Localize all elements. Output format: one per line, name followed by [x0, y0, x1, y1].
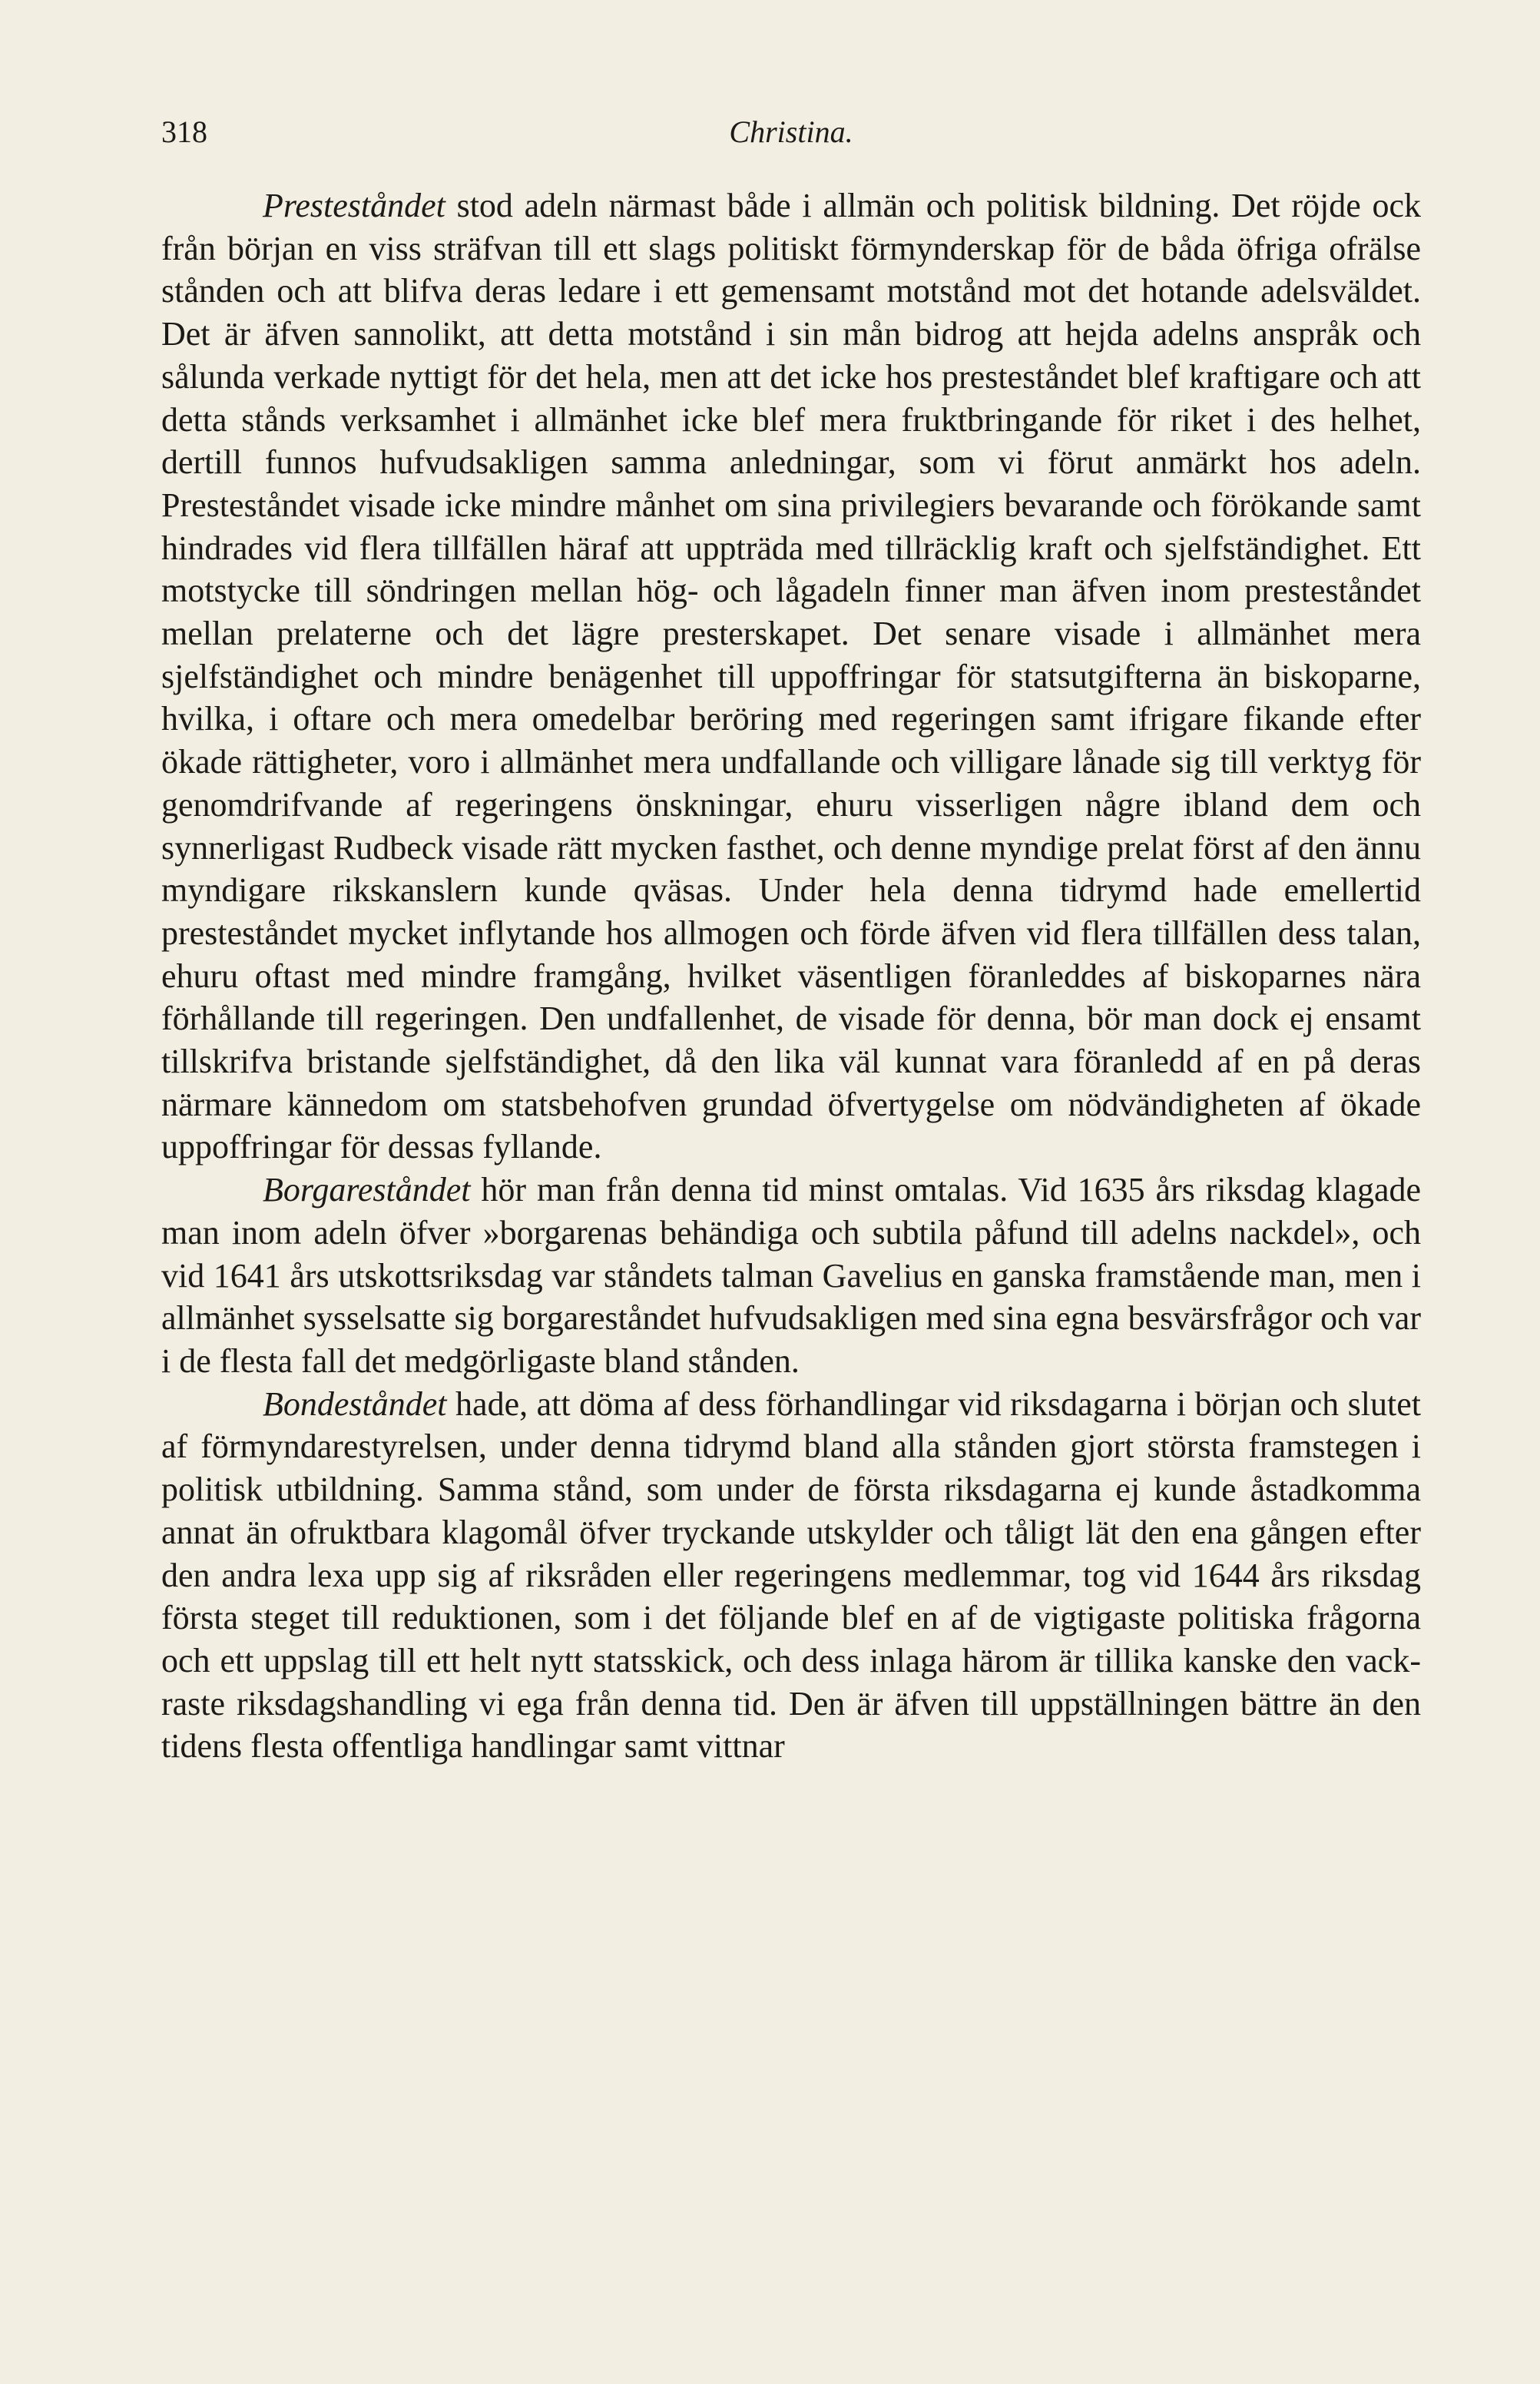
paragraph-lead: Borgareståndet — [263, 1171, 471, 1209]
paragraph-bondestandet — [161, 1383, 1421, 1768]
paragraph-prestestandet — [161, 184, 1421, 1169]
paragraph-borgarestandet — [161, 1169, 1421, 1383]
paragraph-text: stod adeln närmast både i allmän och politisk bildning. Det röjde ock från början en viss sträfvan till ett slags politiskt förmynderskap för de båda öfriga ofrälse stånden och att blifva deras ledare i ett gemensamt motstånd mot det hotande adelsväldet. Det är äfven sannolikt, att detta motstånd i sin mån bidrog att hejda adelns anspråk och sålunda verkade nyttigt för det hela, men att det icke hos presteståndet blef kraftigare och att detta stånds verksamhet i allmänhet icke blef mera fruktbringande för riket i des helhet, dertill funnos hufvudsakligen samma anledningar, som vi förut anmärkt hos adeln. Presteståndet visade icke mindre månhet om sina privilegiers bevarande och förökande samt hindrades vid flera tillfällen häraf att uppträda med tillräcklig kraft och sjelfständighet. Ett motstycke till söndringen mellan hög- och lågadeln finner man äfven inom presteståndet mellan prelaterne och det lägre presterskapet. Det senare visade i allmänhet mera sjelfständighet och mindre benägenhet till uppoffringar för statsutgifterna än biskoparne, hvilka, i oftare och mera omedelbar beröring med regeringen samt ifrigare fikande efter ökade rättigheter, voro i allmänhet mera undfallande och villigare lånade sig till verktyg för genomdrifvande af regeringens önskningar, ehuru visserligen någre ibland dem och synnerligast Rudbeck visade rätt mycken fasthet, och denne myndige prelat först af den ännu myndigare rikskanslern kunde qväsas. Under hela denna tidrymd hade emellertid presteståndet mycket inflytande hos allmogen och förde äfven vid flera tillfällen dess talan, ehuru oftast med mindre framgång, hvilket väsentligen föranleddes af biskoparnes nära förhållande till regeringen. Den undfallenhet, de visade för denna, bör man dock ej ensamt tillskrifva bristande sjelfständighet, då den lika väl kunnat vara föranledd af en på deras närmare kännedom om statsbehofven grundad öfvertygelse om nödvändigheten af ökade uppoffringar för dessas fyllande. — [161, 187, 1421, 1166]
paragraph-text: hör man från denna tid minst omtalas. Vid 1635 års riksdag klagade man inom adeln öfver »borgarenas behändiga och subtila påfund till adelns nackdel», och vid 1641 års utskottsriksdag var ståndets talman Gavelius en ganska framstående man, men i allmänhet sysselsatte sig borgareståndet hufvudsakligen med sina egna besvärsfrågor och var i de flesta fall det medgörligaste bland stånden. — [161, 1171, 1421, 1380]
paragraph-text: hade, att döma af dess förhandlingar vid riksdagarna i början och slutet af förmyndarestyrelsen, under denna tidrymd bland alla stånden gjort största framstegen i politisk utbildning. Samma stånd, som under de första riksdagarna ej kunde åstadkomma annat än ofruktbara klagomål öfver tryckande utskylder och tåligt lät den ena gången efter den andra lexa upp sig af riksråden eller regeringens medlemmar, tog vid 1644 års riksdag första steget till reduktionen, som i det följande blef en af de vigtigaste politiska frågorna och ett uppslag till ett helt nytt statsskick, och dess inlaga härom är tillika kanske den vackraste riksdagshandling vi ega från denna tid. Den är äfven till uppställningen bättre än den tidens flesta offentliga handlingar samt vittnar — [161, 1384, 1421, 1766]
page-number: 318 — [161, 114, 207, 149]
body-text — [161, 184, 1421, 1768]
paragraph-lead: Bondeståndet — [263, 1384, 447, 1423]
paragraph-lead: Presteståndet — [263, 187, 445, 224]
page-header — [161, 114, 1421, 160]
running-title: Christina. — [729, 114, 853, 149]
